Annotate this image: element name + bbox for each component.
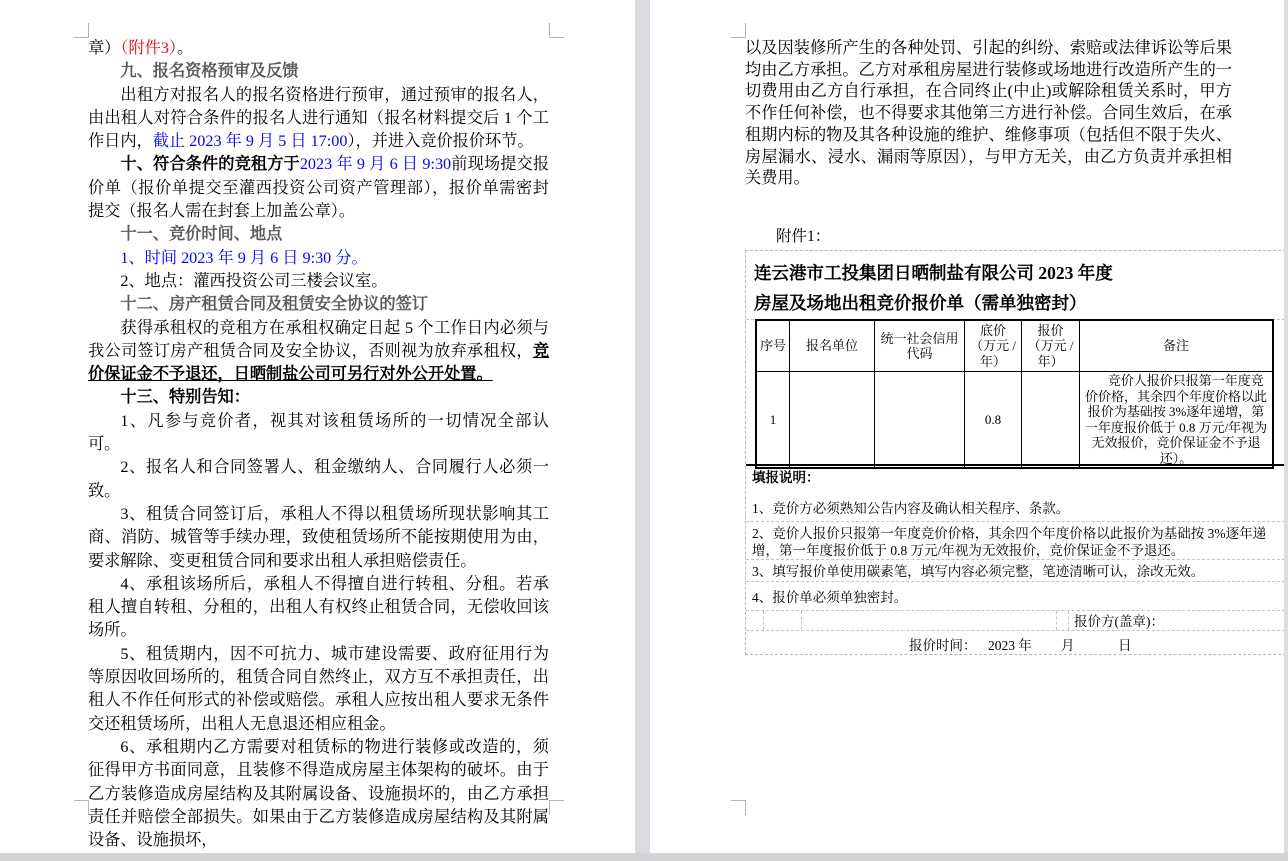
cell-seq: 1	[756, 372, 790, 469]
quote-table-header-row	[756, 320, 1273, 372]
margin-corner-mark	[731, 800, 746, 815]
header-remark: 备注	[1080, 320, 1274, 372]
header-credit-code: 统一社会信用代码	[875, 320, 965, 372]
quote-table	[755, 319, 1274, 469]
text-run-blue: 2023 年 9 月 6 日 9:30	[299, 155, 452, 174]
cell-unit	[790, 372, 875, 469]
paragraph	[88, 84, 549, 154]
quote-date-day: 日	[1118, 638, 1132, 653]
header-seq: 序号	[756, 320, 790, 372]
margin-corner-mark	[74, 23, 89, 38]
signer-label: 报价方(盖章)：	[1074, 614, 1164, 629]
text-run: 前现场提交报价单（报价单提交至灌西投资公司资产管理部），报价单需密封提交（报名人需在封套上加盖公章）。	[88, 155, 550, 221]
section-heading-11: 十一、竞价时间、地点	[120, 225, 283, 244]
section-heading-10	[88, 153, 549, 223]
section-heading-9: 九、报名资格预审及反馈	[120, 62, 299, 81]
quote-date-year: 2023 年	[988, 638, 1032, 653]
paragraph-continuation: 以及因装修所产生的各种处罚、引起的纠纷、索赔或法律诉讼等后果均由乙方承担。乙方对承租房屋进行装修或场地进行改造所产生的一切费用由乙方自行承担，在合同终止(中止)或解除租赁关系时，甲方不作任何补偿，也不得要求其他第三方进行补偿。合同生效后，在承租期内标的物及其各种设施的维护、维修事项（包括但不限于失火、房屋漏水、浸水、漏雨等原因），与甲方无关，由乙方负责并承担相关费用。	[745, 39, 1232, 188]
cell-quote	[1022, 372, 1080, 469]
remark-text: 竞价人报价只报第一年度竞价价格，其余四个年度价格以此报价为基础按 3%逐年递增，第一年度报价低于 0.8 万元/年视为无效报价，竞价保证金不予退还）。	[1084, 373, 1268, 466]
paragraph: 2、地点：灌西投资公司三楼会议室。	[120, 271, 388, 290]
filling-instructions	[746, 464, 1288, 656]
cell-remark	[1080, 372, 1274, 469]
dashed-cell-divider	[763, 611, 764, 630]
dashed-cell-divider	[801, 611, 802, 630]
paragraph: 4、承租该场所后，承租人不得擅自进行转租、分租。若承租人擅自转租、分租的，出租人有权终止租赁合同，无偿收回该场所。	[88, 574, 549, 640]
page-gap	[635, 0, 650, 853]
document-page-left	[0, 0, 635, 853]
instruction-item: 1、竞价方必须熟知公告内容及确认相关程序、条款。	[752, 501, 1070, 516]
dashed-cell-divider	[1068, 611, 1069, 630]
header-unit: 报名单位	[790, 320, 875, 372]
quote-date-row	[746, 631, 1288, 658]
instruction-item: 4、报价单必须单独密封。	[746, 582, 1288, 611]
text-run-bold: 十、符合条件的竞租方于	[120, 155, 300, 174]
form-title-line2: 房屋及场地出租竞价报价单（需单独密封）	[754, 293, 1087, 313]
text-run-bold-underline: 竞价保证金不予退还，日晒制盐公司可另行对外公开处置。	[88, 341, 549, 384]
section-heading-13: 十三、特别告知：	[120, 388, 250, 407]
paragraph: 6、承租期内乙方需要对租赁标的物进行装修或改造的，须征得甲方书面同意，且装修不得造成房屋主体架构的破坏。由于乙方装修造成房屋结构及其附属设备、设施损坏的，由乙方承担责任并赔偿全部损失。如果由于乙方装修造成房屋结构及其附属设备、设施损坏，	[88, 737, 549, 850]
instruction-item: 3、填写报价单使用碳素笔，填写内容必须完整，笔迹清晰可认，涂改无效。	[746, 560, 1288, 582]
paragraph: 3、租赁合同签订后，承租人不得以租赁场所现状影响其工商、消防、城管等手续办理，致使租赁场所不能按期使用为由，要求解除、变更租赁合同和要求出租人承担赔偿责任。	[88, 504, 549, 570]
left-page-text-column	[88, 37, 549, 852]
text-run: 章）	[88, 39, 121, 57]
margin-corner-mark	[549, 23, 564, 38]
paragraph: 5、租赁期内，因不可抗力、城市建设需要、政府征用行为等原因收回场所的，租赁合同自然终止，双方互不承担责任，出租人不作任何形式的补偿或赔偿。承租人应按出租人要求无条件交还租赁场所，出租人无息退还相应租金。	[88, 644, 549, 733]
signer-row	[746, 611, 1288, 631]
quote-date-label: 报价时间：	[909, 638, 977, 653]
paragraph-blue: 1、时间 2023 年 9 月 6 日 9:30 分。	[120, 248, 368, 267]
text-run: ），并进入竞价报价环节。	[347, 132, 534, 151]
dashed-cell-divider	[1056, 611, 1057, 630]
right-page-text-column	[745, 38, 1232, 190]
form-title-line1: 连云港市工投集团日晒制盐有限公司 2023 年度	[754, 263, 1113, 283]
cell-credit-code	[875, 372, 965, 469]
paragraph: 1、凡参与竞价者，视其对该租赁场所的一切情况全部认可。	[88, 411, 549, 454]
attachment-label: 附件1：	[776, 228, 831, 245]
instruction-item: 2、竞价人报价只报第一年度竞价价格，其余四个年度价格以此报价为基础按 3%逐年递增，第一年度报价低于 0.8 万元/年视为无效报价，竞价保证金不予退还。	[746, 522, 1288, 560]
text-run: 。	[177, 39, 194, 57]
window-right-edge	[1284, 0, 1288, 853]
text-run-blue: 截止 2023 年 9 月 5 日 17:00	[152, 132, 348, 151]
margin-corner-mark	[549, 800, 564, 815]
quote-table-data-row	[756, 372, 1273, 469]
paragraph	[88, 317, 549, 387]
header-quote: 报价 （万元 /年）	[1022, 320, 1080, 372]
paragraph: 2、报名人和合同签署人、租金缴纳人、合同履行人必须一致。	[88, 458, 549, 500]
instructions-row	[746, 466, 1288, 522]
instructions-title: 填报说明：	[752, 470, 820, 485]
cell-base-price: 0.8	[965, 372, 1022, 469]
text-run-red: （附件3）	[120, 39, 178, 57]
section-heading-12: 十二、房产租赁合同及租赁安全协议的签订	[120, 295, 428, 314]
margin-corner-mark	[74, 800, 89, 815]
text-run: 出租方对报名人的报名资格进行预审，通过预审的报名人，由出租人对符合条件的报名人进行通知（报名材料提交后 1 个工作日内，	[88, 85, 549, 151]
attachment-form	[745, 250, 1288, 655]
text-run: 获得承租权的竞租方在承租权确定日起 5 个工作日内必须与我公司签订房产租赁合同及安全协议，否则视为放弃承租权，	[88, 318, 549, 360]
form-title	[746, 251, 1288, 318]
canvas-bottom-strip	[0, 853, 1288, 861]
paragraph	[88, 37, 549, 60]
header-base-price: 底价 （万元 /年）	[965, 320, 1022, 372]
quote-date-month: 月	[1061, 638, 1075, 653]
document-page-right	[650, 0, 1288, 853]
margin-corner-mark	[731, 23, 746, 38]
